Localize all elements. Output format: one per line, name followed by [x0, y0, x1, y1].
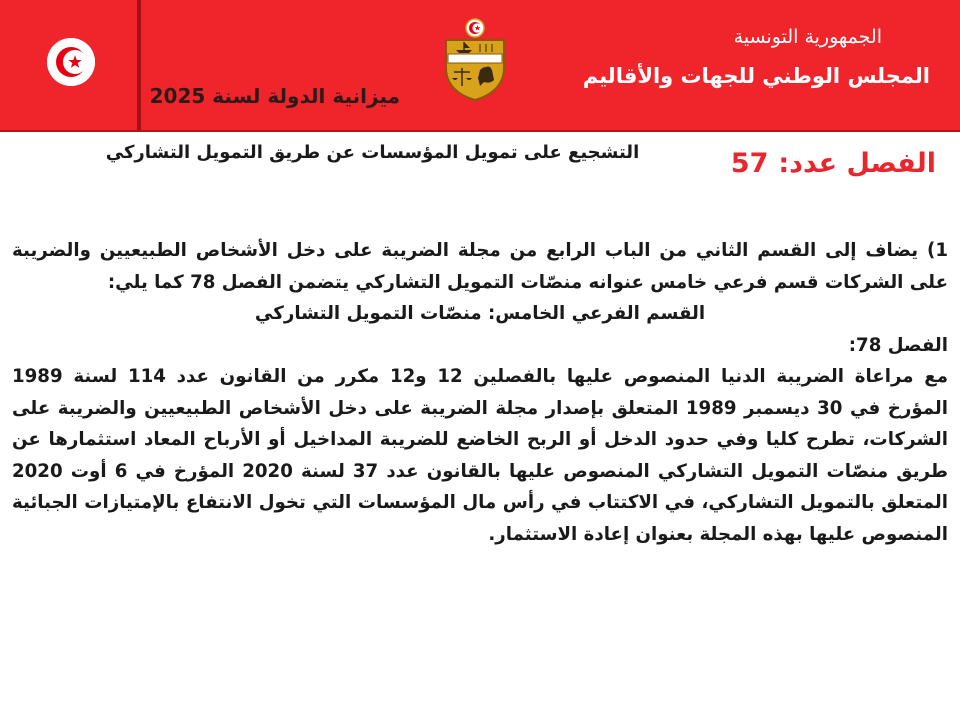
paragraph-2: مع مراعاة الضريبة الدنيا المنصوص عليها بالفصلين 12 و12 مكرر من القانون عدد 114 لسنة 1989 المؤرخ في 30 ديسمبر 1989 المتعلق بإصدار مجلة الضريبة على دخل الأشخاص الطبيعيين والضريبة على الشركات، تطرح كليا وفي حدود الدخل أو الربح الخاضع للضريبة المداخيل أو الأرباح المعاد استثمارها عن طريق منصّات التمويل التشاركي المنصوص عليها بالقانون عدد 37 لسنة 2020 المؤرخ في 6 أوت 2020 المتعلق بالتمويل التشاركي، في الاكتتاب في رأس مال المؤسسات التي تخول الانتفاع بالإمتيازات الجبائية المنصوص عليها بهذه المجلة بعنوان إعادة الاستثمار. [12, 366, 948, 545]
article-number-heading [731, 148, 936, 179]
subsection-title: القسم الفرعي الخامس: منصّات التمويل التشاركي [254, 303, 706, 324]
tunisia-flag-icon [47, 38, 95, 86]
coat-of-arms-icon [438, 18, 512, 102]
chapter-label: الفصل 78: [848, 334, 948, 356]
council-name: المجلس الوطني للجهات والأقاليم [582, 64, 930, 88]
article-number: 57 [730, 148, 769, 179]
flag-panel [0, 0, 141, 130]
article-body [12, 235, 948, 550]
budget-title: ميزانية الدولة لسنة 2025 [149, 84, 400, 108]
header-banner [0, 0, 960, 132]
republic-name: الجمهورية التونسية [733, 26, 882, 48]
article-label: الفصل عدد: [778, 148, 936, 179]
article-title: التشجيع على تمويل المؤسسات عن طريق التمويل التشاركي [105, 142, 640, 163]
paragraph-1: 1) يضاف إلى القسم الثاني من الباب الرابع من مجلة الضريبة على دخل الأشخاص الطبيعيين والضريبة على الشركات قسم فرعي خامس عنوانه منصّات التمويل التشاركي يتضمن الفصل 78 كما يلي: [12, 240, 948, 293]
